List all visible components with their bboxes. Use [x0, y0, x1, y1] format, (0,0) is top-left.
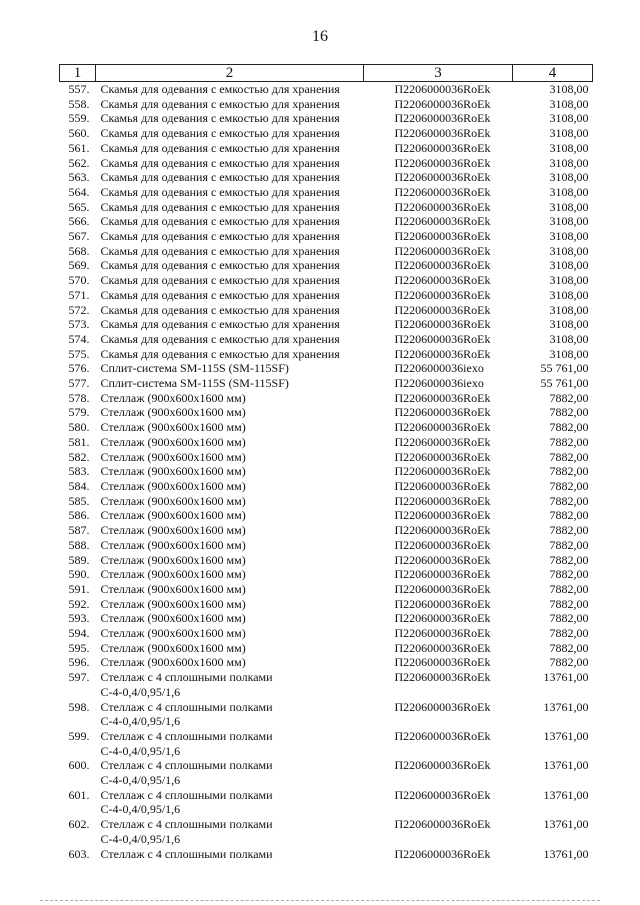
inventory-code: П2206000036RoEk — [394, 449, 491, 464]
item-name — [96, 185, 364, 200]
item-name — [96, 464, 364, 479]
inventory-code: П2206000036RoEk — [394, 552, 491, 567]
item-name-line: Скамья для одевания с емкостью для хранения — [100, 82, 340, 96]
item-name — [96, 508, 364, 523]
item-name — [96, 273, 364, 288]
row-number: 576. — [68, 361, 90, 376]
table-row — [60, 626, 593, 641]
row-number: 593. — [68, 611, 90, 626]
item-name-line: Стеллаж (900x600x1600 мм) — [100, 464, 246, 479]
item-name-line: С-4-0,4/0,95/1,6 — [100, 743, 181, 758]
row-number: 562. — [68, 155, 90, 170]
item-name-line: Скамья для одевания с емкостью для хранения — [100, 96, 340, 111]
table-row — [60, 82, 593, 97]
row-number: 588. — [68, 537, 90, 552]
item-name-line: Стеллаж с 4 сплошными полками — [100, 846, 273, 861]
amount: 7882,00 — [549, 537, 589, 552]
row-number: 575. — [68, 346, 90, 361]
item-name-line: Сплит-система SM-115S (SM-115SF) — [100, 361, 289, 376]
inventory-code: П2206000036RoEk — [394, 581, 491, 596]
amount: 3108,00 — [549, 243, 589, 258]
item-name-line: Стеллаж (900x600x1600 мм) — [100, 611, 246, 626]
amount: 7882,00 — [549, 626, 589, 641]
row-number: 595. — [68, 640, 90, 655]
inventory-code: П2206000036RoEk — [394, 273, 491, 288]
table-row — [60, 758, 593, 787]
row-number: 573. — [68, 317, 90, 332]
item-name-line: Скамья для одевания с емкостью для хранения — [100, 140, 340, 155]
item-name-line: Сплит-система SM-115S (SM-115SF) — [100, 376, 289, 391]
amount: 13761,00 — [543, 699, 589, 714]
amount: 13761,00 — [543, 670, 589, 685]
item-name-line: Скамья для одевания с емкостью для хранения — [100, 273, 340, 288]
item-name-line: Стеллаж (900x600x1600 мм) — [100, 478, 246, 493]
inventory-code: П2206000036RoEk — [394, 596, 491, 611]
row-number: 559. — [68, 111, 90, 126]
amount: 13761,00 — [543, 846, 589, 861]
table-row — [60, 126, 593, 141]
item-name-line: Стеллаж (900x600x1600 мм) — [100, 552, 246, 567]
table-header — [60, 65, 593, 82]
row-number: 571. — [68, 287, 90, 302]
inventory-code: П2206000036RoEk — [394, 258, 491, 273]
table-row — [60, 479, 593, 494]
page-number: 16 — [312, 28, 328, 45]
table-body — [60, 82, 593, 862]
item-name — [96, 258, 364, 273]
amount: 3108,00 — [549, 229, 589, 244]
amount: 3108,00 — [549, 96, 589, 111]
amount: 3108,00 — [549, 273, 589, 288]
item-name-line: Скамья для одевания с емкостью для хранения — [100, 243, 340, 258]
item-name — [96, 97, 364, 112]
item-name — [96, 156, 364, 171]
item-name — [96, 420, 364, 435]
inventory-code: П2206000036RoEk — [394, 508, 491, 523]
inventory-code: П2206000036RoEk — [394, 184, 491, 199]
inventory-code: П2206000036RoEk — [394, 758, 491, 773]
row-number: 572. — [68, 302, 90, 317]
item-name — [96, 111, 364, 126]
row-number: 566. — [68, 214, 90, 229]
table-row — [60, 729, 593, 758]
amount: 3108,00 — [549, 170, 589, 185]
inventory-code: П2206000036RoEk — [394, 655, 491, 670]
item-name — [96, 200, 364, 215]
item-name — [96, 82, 364, 97]
amount: 7882,00 — [549, 523, 589, 538]
inventory-code: П2206000036RoEk — [394, 229, 491, 244]
item-name — [96, 597, 364, 612]
amount: 13761,00 — [543, 728, 589, 743]
amount: 7882,00 — [549, 464, 589, 479]
amount: 3108,00 — [549, 302, 589, 317]
table-row — [60, 361, 593, 376]
row-number: 602. — [68, 817, 90, 832]
amount: 7882,00 — [549, 493, 589, 508]
amount: 7882,00 — [549, 655, 589, 670]
item-name — [96, 361, 364, 376]
item-name — [96, 405, 364, 420]
row-number: 564. — [68, 184, 90, 199]
amount: 3108,00 — [549, 317, 589, 332]
item-name — [96, 817, 364, 846]
item-name — [96, 553, 364, 568]
item-name-line: Стеллаж (900x600x1600 мм) — [100, 420, 246, 435]
table-row — [60, 567, 593, 582]
amount: 7882,00 — [549, 434, 589, 449]
table-row — [60, 508, 593, 523]
row-number: 600. — [68, 758, 90, 773]
item-name — [96, 538, 364, 553]
table-row — [60, 185, 593, 200]
inventory-code: П2206000036RoEk — [394, 787, 491, 802]
row-number: 585. — [68, 493, 90, 508]
table-row — [60, 214, 593, 229]
item-name — [96, 847, 364, 862]
item-name-line: Скамья для одевания с емкостью для хранения — [100, 331, 340, 346]
row-number: 570. — [68, 273, 90, 288]
item-name-line: Стеллаж с 4 сплошными полками — [100, 699, 273, 714]
row-number: 601. — [68, 787, 90, 802]
table-row — [60, 376, 593, 391]
table-row — [60, 538, 593, 553]
table-row — [60, 435, 593, 450]
table-row — [60, 611, 593, 626]
table-row — [60, 170, 593, 185]
item-name-line: С-4-0,4/0,95/1,6 — [100, 802, 181, 817]
item-name — [96, 729, 364, 758]
row-number: 591. — [68, 581, 90, 596]
table-row — [60, 244, 593, 259]
item-name — [96, 170, 364, 185]
inventory-code: П2206000036iexo — [394, 376, 484, 391]
inventory-code: П2206000036RoEk — [394, 670, 491, 685]
item-name — [96, 523, 364, 538]
page-bottom-divider — [40, 900, 600, 901]
item-name-line: Скамья для одевания с емкостью для хранения — [100, 199, 340, 214]
row-number: 577. — [68, 376, 90, 391]
row-number: 578. — [68, 390, 90, 405]
row-number: 558. — [68, 96, 90, 111]
table-row — [60, 97, 593, 112]
item-name-line: Скамья для одевания с емкостью для хранения — [100, 317, 340, 332]
row-number: 568. — [68, 243, 90, 258]
inventory-code: П2206000036RoEk — [394, 390, 491, 405]
amount: 3108,00 — [549, 155, 589, 170]
amount: 3108,00 — [549, 258, 589, 273]
table-row — [60, 229, 593, 244]
item-name-line: Стеллаж (900x600x1600 мм) — [100, 655, 246, 670]
item-name — [96, 141, 364, 156]
table-row — [60, 553, 593, 568]
item-name — [96, 317, 364, 332]
inventory-code: П2206000036RoEk — [394, 728, 491, 743]
amount: 13761,00 — [543, 817, 589, 832]
row-number: 581. — [68, 434, 90, 449]
item-name — [96, 626, 364, 641]
table-row — [60, 494, 593, 509]
item-name-line: Стеллаж (900x600x1600 мм) — [100, 508, 246, 523]
item-name-line: Скамья для одевания с емкостью для хранения — [100, 214, 340, 229]
table-row — [60, 582, 593, 597]
row-number: 587. — [68, 523, 90, 538]
table-row — [60, 641, 593, 656]
table-row — [60, 200, 593, 215]
item-name-line: Стеллаж (900x600x1600 мм) — [100, 626, 246, 641]
item-name — [96, 641, 364, 656]
row-number: 565. — [68, 199, 90, 214]
item-name-line: Стеллаж с 4 сплошными полками — [100, 758, 273, 773]
table-row — [60, 347, 593, 362]
amount: 55 761,00 — [540, 361, 589, 376]
item-name-line: Стеллаж с 4 сплошными полками — [100, 817, 273, 832]
inventory-code: П2206000036RoEk — [394, 567, 491, 582]
item-name — [96, 494, 364, 509]
amount: 3108,00 — [549, 346, 589, 361]
amount: 7882,00 — [549, 581, 589, 596]
item-name-line: Скамья для одевания с емкостью для хранения — [100, 258, 340, 273]
inventory-code: П2206000036RoEk — [394, 126, 491, 141]
inventory-code: П2206000036RoEk — [394, 96, 491, 111]
inventory-code: П2206000036RoEk — [394, 478, 491, 493]
row-number: 598. — [68, 699, 90, 714]
amount: 7882,00 — [549, 596, 589, 611]
inventory-code: П2206000036RoEk — [394, 155, 491, 170]
table-row — [60, 655, 593, 670]
inventory-code: П2206000036RoEk — [394, 464, 491, 479]
inventory-code: П2206000036RoEk — [394, 846, 491, 861]
item-name-line: Скамья для одевания с емкостью для хранения — [100, 126, 340, 141]
table-row — [60, 700, 593, 729]
amount: 3108,00 — [549, 82, 589, 96]
item-name-line: Скамья для одевания с емкостью для хранения — [100, 111, 340, 126]
header-row — [60, 65, 593, 82]
item-name-line: Стеллаж (900x600x1600 мм) — [100, 434, 246, 449]
item-name — [96, 479, 364, 494]
row-number: 584. — [68, 478, 90, 493]
item-name-line: Стеллаж (900x600x1600 мм) — [100, 567, 246, 582]
item-name-line: Стеллаж (900x600x1600 мм) — [100, 390, 246, 405]
item-name — [96, 332, 364, 347]
inventory-code: П2206000036RoEk — [394, 111, 491, 126]
item-name-line: Скамья для одевания с емкостью для хранения — [100, 170, 340, 185]
amount: 13761,00 — [543, 787, 589, 802]
item-name-line: С-4-0,4/0,95/1,6 — [100, 831, 181, 846]
item-name — [96, 567, 364, 582]
item-name-line: Стеллаж с 4 сплошными полками — [100, 670, 273, 685]
item-name-line: Стеллаж с 4 сплошными полками — [100, 787, 273, 802]
inventory-code: П2206000036RoEk — [394, 405, 491, 420]
item-name — [96, 758, 364, 787]
item-name-line: Стеллаж (900x600x1600 мм) — [100, 596, 246, 611]
row-number: 599. — [68, 728, 90, 743]
inventory-code: П2206000036RoEk — [394, 817, 491, 832]
amount: 3108,00 — [549, 140, 589, 155]
item-name-line: Скамья для одевания с емкостью для хранения — [100, 155, 340, 170]
item-name-line: Стеллаж (900x600x1600 мм) — [100, 449, 246, 464]
row-number: 586. — [68, 508, 90, 523]
table-row — [60, 670, 593, 699]
inventory-code: П2206000036RoEk — [394, 140, 491, 155]
row-number: 560. — [68, 126, 90, 141]
amount: 7882,00 — [549, 567, 589, 582]
table-row — [60, 464, 593, 479]
inventory-code: П2206000036RoEk — [394, 434, 491, 449]
table-row — [60, 788, 593, 817]
inventory-code: П2206000036RoEk — [394, 640, 491, 655]
row-number: 582. — [68, 449, 90, 464]
table-row — [60, 450, 593, 465]
item-name — [96, 288, 364, 303]
inventory-code: П2206000036RoEk — [394, 214, 491, 229]
item-name — [96, 376, 364, 391]
item-name — [96, 700, 364, 729]
header-col-1: 1 — [60, 65, 96, 82]
item-name — [96, 450, 364, 465]
table-row — [60, 156, 593, 171]
inventory-code: П2206000036RoEk — [394, 199, 491, 214]
amount: 7882,00 — [549, 420, 589, 435]
inventory-code: П2206000036RoEk — [394, 699, 491, 714]
item-name — [96, 126, 364, 141]
row-number: 592. — [68, 596, 90, 611]
item-name — [96, 788, 364, 817]
inventory-code: П2206000036RoEk — [394, 82, 491, 96]
amount: 7882,00 — [549, 552, 589, 567]
amount: 3108,00 — [549, 184, 589, 199]
row-number: 594. — [68, 626, 90, 641]
item-name-line: Стеллаж (900x600x1600 мм) — [100, 493, 246, 508]
item-name-line: Стеллаж (900x600x1600 мм) — [100, 537, 246, 552]
amount: 3108,00 — [549, 331, 589, 346]
item-name-line: Стеллаж (900x600x1600 мм) — [100, 405, 246, 420]
table-row — [60, 317, 593, 332]
item-name-line: Скамья для одевания с емкостью для хранения — [100, 346, 340, 361]
item-name — [96, 655, 364, 670]
item-name — [96, 435, 364, 450]
table-row — [60, 258, 593, 273]
amount: 7882,00 — [549, 478, 589, 493]
row-number: 557. — [68, 82, 90, 96]
item-name — [96, 391, 364, 406]
row-number: 603. — [68, 846, 90, 861]
inventory-table — [59, 64, 593, 861]
row-number: 563. — [68, 170, 90, 185]
row-number: 579. — [68, 405, 90, 420]
inventory-code: П2206000036RoEk — [394, 287, 491, 302]
item-name-line: Стеллаж с 4 сплошными полками — [100, 728, 273, 743]
item-name — [96, 214, 364, 229]
table-row — [60, 141, 593, 156]
item-name-line: Скамья для одевания с емкостью для хранения — [100, 184, 340, 199]
item-name — [96, 229, 364, 244]
inventory-code: П2206000036iexo — [394, 361, 484, 376]
header-col-2: 2 — [96, 65, 364, 82]
item-name-line: С-4-0,4/0,95/1,6 — [100, 684, 181, 699]
amount: 3108,00 — [549, 287, 589, 302]
table-row — [60, 288, 593, 303]
item-name — [96, 582, 364, 597]
amount: 7882,00 — [549, 405, 589, 420]
item-name-line: Стеллаж (900x600x1600 мм) — [100, 523, 246, 538]
item-name — [96, 303, 364, 318]
row-number: 589. — [68, 552, 90, 567]
amount: 7882,00 — [549, 449, 589, 464]
amount: 7882,00 — [549, 508, 589, 523]
item-name — [96, 244, 364, 259]
item-name-line: Стеллаж (900x600x1600 мм) — [100, 640, 246, 655]
item-name-line: Стеллаж (900x600x1600 мм) — [100, 581, 246, 596]
table-row — [60, 523, 593, 538]
amount: 3108,00 — [549, 126, 589, 141]
row-number: 580. — [68, 420, 90, 435]
item-name — [96, 611, 364, 626]
inventory-code: П2206000036RoEk — [394, 611, 491, 626]
row-number: 597. — [68, 670, 90, 685]
amount: 55 761,00 — [540, 376, 589, 391]
item-name-line: Скамья для одевания с емкостью для хранения — [100, 302, 340, 317]
inventory-code: П2206000036RoEk — [394, 626, 491, 641]
table-row — [60, 332, 593, 347]
inventory-code: П2206000036RoEk — [394, 493, 491, 508]
inventory-code: П2206000036RoEk — [394, 302, 491, 317]
table-row — [60, 405, 593, 420]
item-name-line: Скамья для одевания с емкостью для хранения — [100, 229, 340, 244]
inventory-code: П2206000036RoEk — [394, 523, 491, 538]
table-row — [60, 847, 593, 862]
inventory-code: П2206000036RoEk — [394, 420, 491, 435]
table-row — [60, 597, 593, 612]
amount: 3108,00 — [549, 199, 589, 214]
header-col-4: 4 — [513, 65, 593, 82]
amount: 13761,00 — [543, 758, 589, 773]
item-name-line: С-4-0,4/0,95/1,6 — [100, 773, 181, 788]
row-number: 567. — [68, 229, 90, 244]
header-col-3: 3 — [364, 65, 513, 82]
inventory-code: П2206000036RoEk — [394, 317, 491, 332]
amount: 7882,00 — [549, 390, 589, 405]
item-name-line: С-4-0,4/0,95/1,6 — [100, 714, 181, 729]
inventory-code: П2206000036RoEk — [394, 170, 491, 185]
table-row — [60, 303, 593, 318]
row-number: 590. — [68, 567, 90, 582]
amount: 7882,00 — [549, 640, 589, 655]
table-row — [60, 273, 593, 288]
table-row — [60, 111, 593, 126]
inventory-code: П2206000036RoEk — [394, 346, 491, 361]
row-number: 583. — [68, 464, 90, 479]
row-number: 574. — [68, 331, 90, 346]
table-row — [60, 420, 593, 435]
item-name — [96, 670, 364, 699]
amount: 3108,00 — [549, 111, 589, 126]
amount: 7882,00 — [549, 611, 589, 626]
inventory-code: П2206000036RoEk — [394, 537, 491, 552]
item-name — [96, 347, 364, 362]
item-name-line: Скамья для одевания с емкостью для хранения — [100, 287, 340, 302]
amount: 3108,00 — [549, 214, 589, 229]
row-number: 561. — [68, 140, 90, 155]
row-number: 569. — [68, 258, 90, 273]
row-number: 596. — [68, 655, 90, 670]
table-row — [60, 817, 593, 846]
inventory-code: П2206000036RoEk — [394, 331, 491, 346]
table-row — [60, 391, 593, 406]
inventory-code: П2206000036RoEk — [394, 243, 491, 258]
